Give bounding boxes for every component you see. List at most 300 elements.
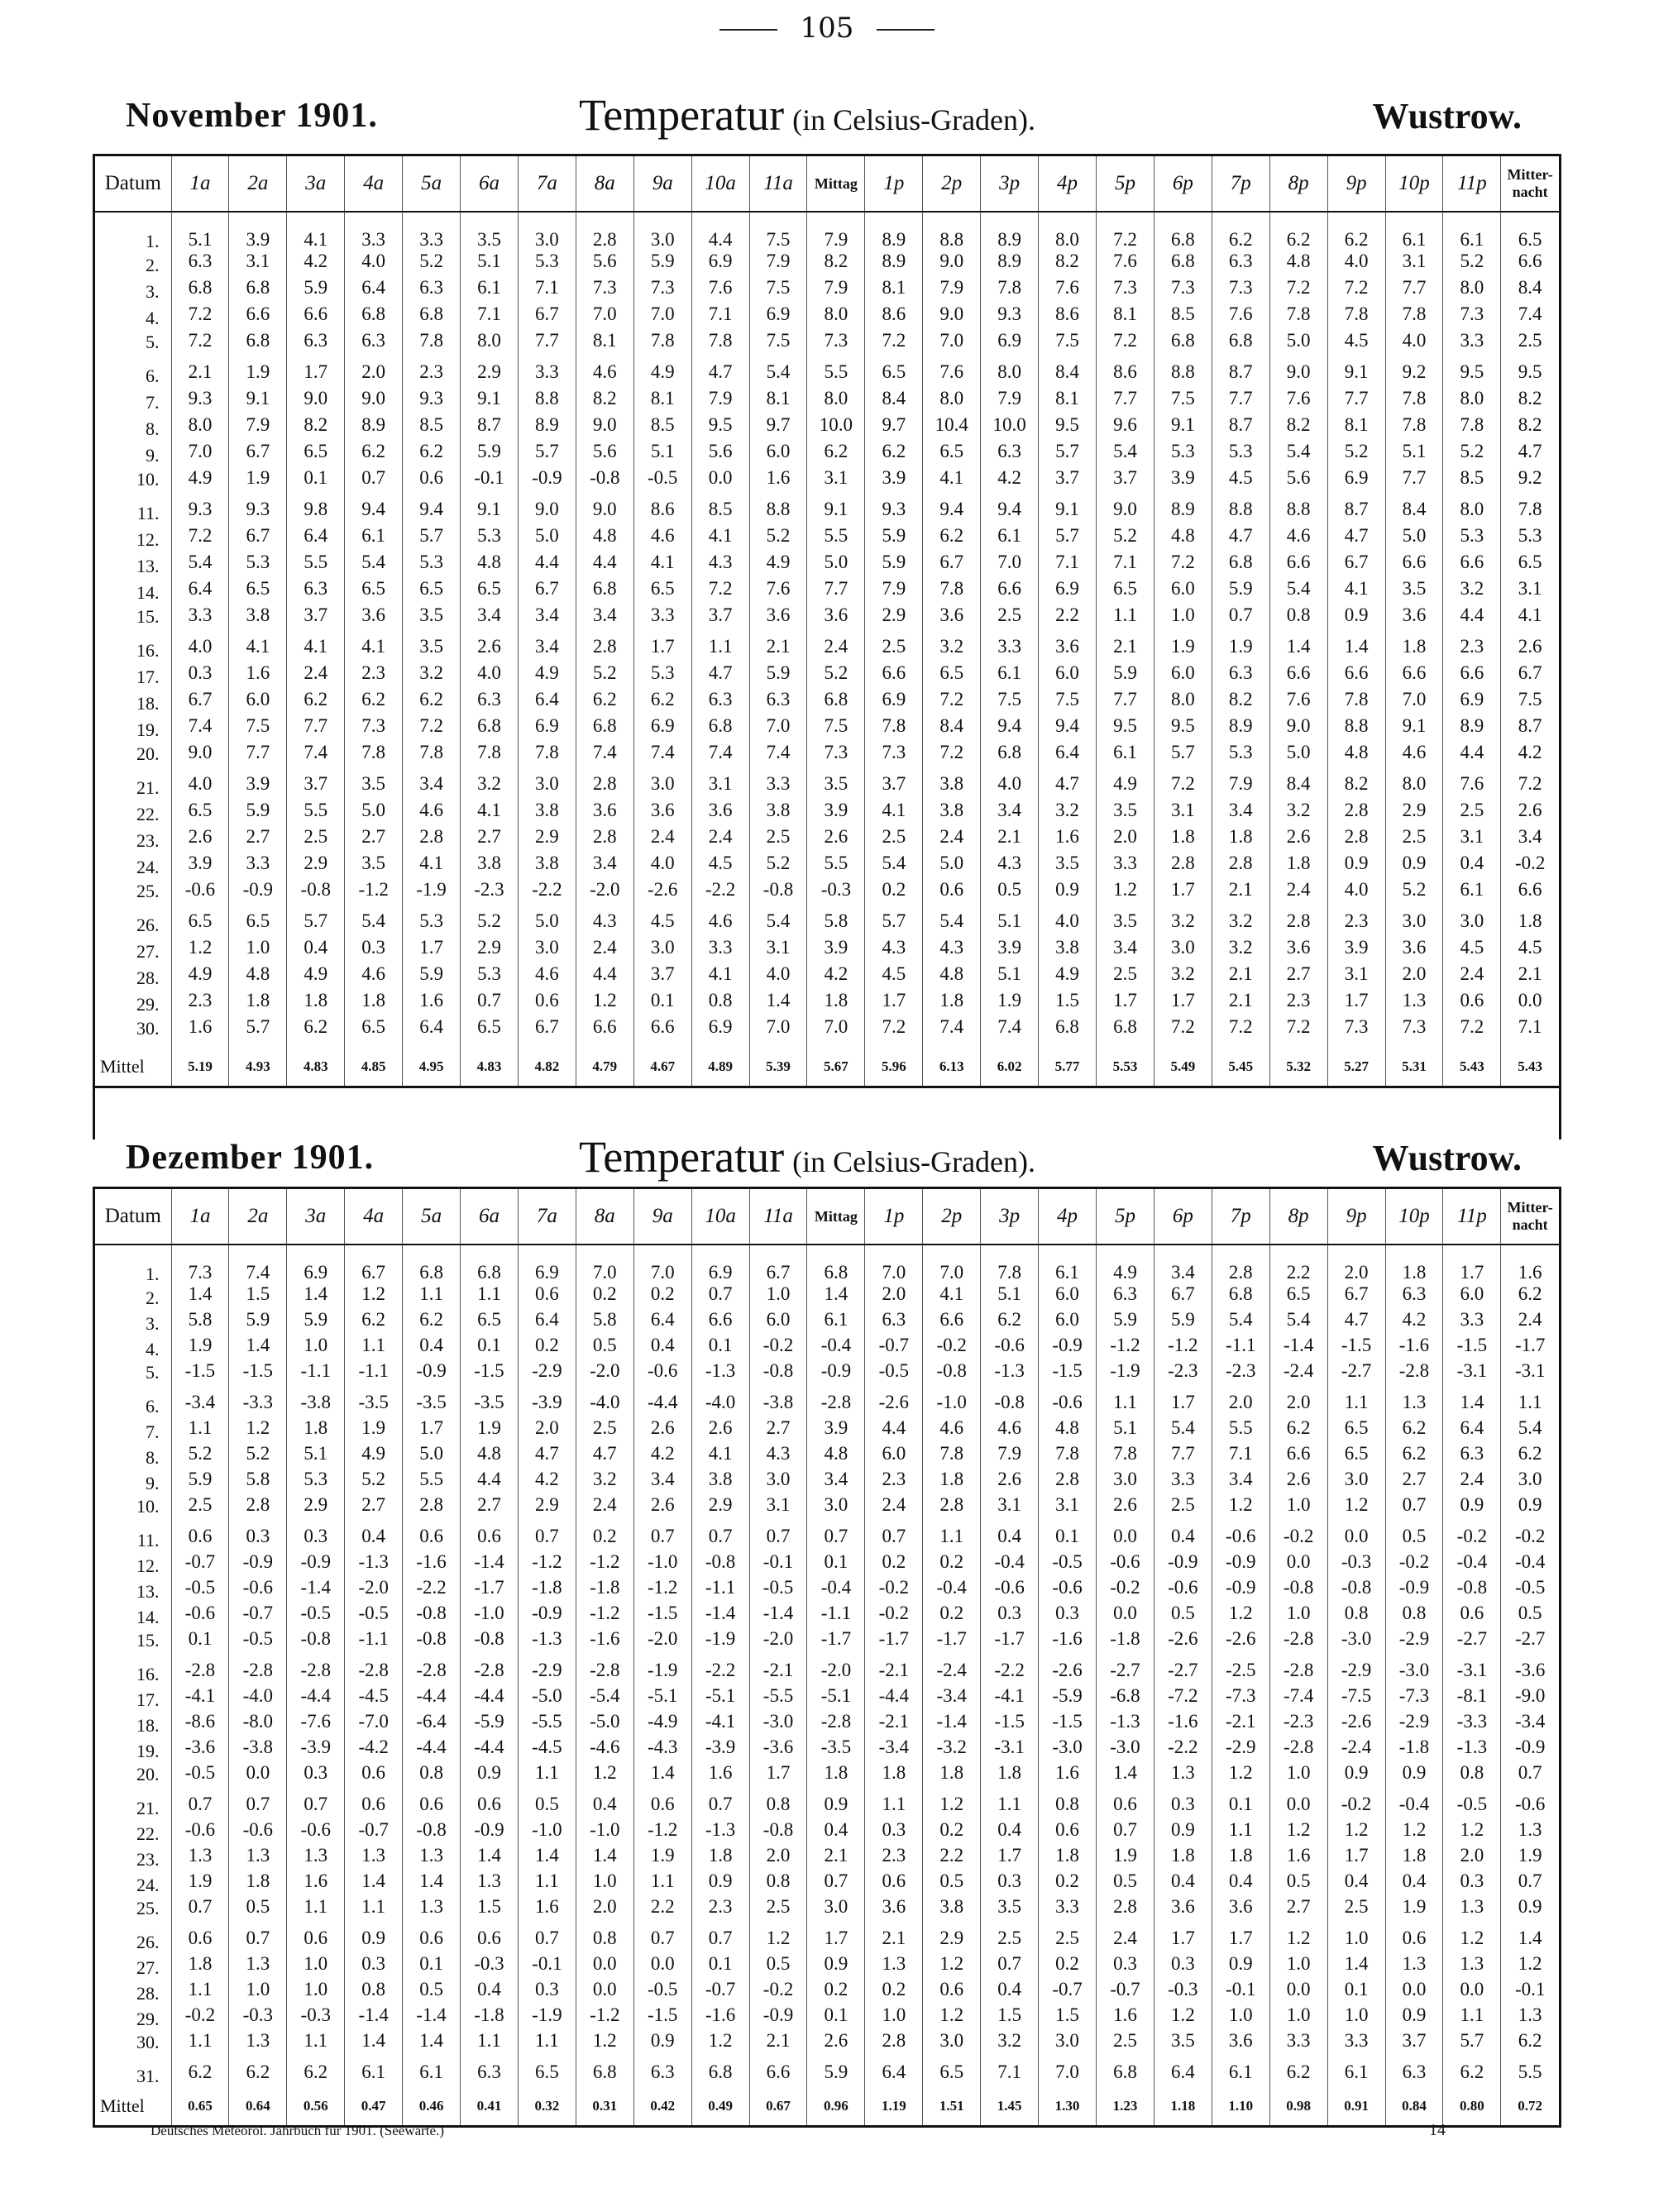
temperature-cell: 2.8 bbox=[576, 775, 633, 801]
table-row bbox=[95, 442, 1559, 469]
temperature-cell: 6.1 bbox=[981, 664, 1039, 690]
table-row bbox=[95, 1604, 1559, 1630]
temperature-cell: 7.7 bbox=[1097, 690, 1154, 717]
temperature-cell: 5.4 bbox=[749, 912, 807, 939]
hour-header: 4a bbox=[345, 1189, 403, 1245]
temperature-cell: 1.5 bbox=[461, 1898, 519, 1929]
temperature-cell: 9.0 bbox=[518, 500, 576, 527]
mean-label: Mittel bbox=[100, 2095, 145, 2116]
temperature-cell: 1.1 bbox=[461, 2032, 519, 2063]
hour-header: 3p bbox=[981, 1189, 1039, 1245]
temperature-cell: 6.8 bbox=[461, 717, 519, 743]
temperature-cell: -8.6 bbox=[171, 1713, 229, 1738]
temperature-cell: 0.5 bbox=[403, 1980, 461, 2006]
temperature-cell: 3.6 bbox=[1385, 606, 1443, 638]
temperature-cell: -1.2 bbox=[518, 1553, 576, 1579]
temperature-cell: 5.2 bbox=[576, 664, 633, 690]
temperature-cell: 7.4 bbox=[981, 1018, 1039, 1049]
hour-header: 6a bbox=[461, 156, 519, 212]
temperature-cell: -0.6 bbox=[633, 1362, 691, 1393]
temperature-cell: 0.6 bbox=[1385, 1929, 1443, 1955]
temperature-cell: 2.5 bbox=[287, 828, 345, 854]
day-label: 20. bbox=[136, 743, 160, 764]
temperature-cell: 7.2 bbox=[865, 332, 923, 363]
temperature-cell: 6.8 bbox=[1154, 212, 1212, 252]
temperature-cell: 2.8 bbox=[1327, 801, 1385, 828]
table-row bbox=[95, 416, 1559, 442]
temperature-cell: 3.8 bbox=[923, 1898, 981, 1929]
temperature-cell: 4.2 bbox=[1501, 743, 1559, 775]
temperature-cell: 3.8 bbox=[923, 775, 981, 801]
temperature-cell: 1.5 bbox=[1039, 2006, 1097, 2032]
temperature-cell: -2.0 bbox=[749, 1630, 807, 1661]
temperature-cell: -2.2 bbox=[1154, 1738, 1212, 1764]
temperature-cell: -1.5 bbox=[229, 1362, 287, 1393]
temperature-cell: 3.6 bbox=[1039, 638, 1097, 664]
temperature-cell: 6.4 bbox=[1154, 2063, 1212, 2089]
temperature-cell: 1.3 bbox=[461, 1872, 519, 1898]
temperature-cell: 1.8 bbox=[1269, 854, 1327, 881]
temperature-cell: -0.2 bbox=[1501, 1527, 1559, 1553]
temperature-cell: 2.5 bbox=[1154, 1496, 1212, 1527]
mean-cell: 5.31 bbox=[1385, 1049, 1443, 1086]
temperature-cell: 8.5 bbox=[403, 416, 461, 442]
temperature-cell: 0.7 bbox=[691, 1527, 749, 1553]
temperature-cell: 7.5 bbox=[807, 717, 865, 743]
mean-cell: 0.96 bbox=[807, 2089, 865, 2125]
temperature-cell: 3.9 bbox=[807, 801, 865, 828]
temperature-cell: 6.4 bbox=[403, 1018, 461, 1049]
hour-header: 2a bbox=[229, 1189, 287, 1245]
temperature-cell: 9.1 bbox=[807, 500, 865, 527]
temperature-cell: -0.6 bbox=[287, 1821, 345, 1847]
temperature-cell: 9.0 bbox=[576, 500, 633, 527]
temperature-cell: 0.9 bbox=[633, 2032, 691, 2063]
temperature-cell: 1.7 bbox=[1097, 991, 1154, 1018]
temperature-cell: 7.9 bbox=[229, 416, 287, 442]
table-row bbox=[95, 1980, 1559, 2006]
day-label: 10. bbox=[136, 1496, 160, 1517]
temperature-cell: 0.1 bbox=[807, 2006, 865, 2032]
temperature-cell: 2.1 bbox=[1212, 881, 1269, 912]
temperature-cell: 3.1 bbox=[1501, 580, 1559, 606]
temperature-cell: 1.2 bbox=[1097, 881, 1154, 912]
temperature-cell: -4.4 bbox=[403, 1687, 461, 1713]
temperature-cell: 6.4 bbox=[1039, 743, 1097, 775]
table-row bbox=[95, 1362, 1559, 1393]
temperature-cell: 6.5 bbox=[923, 442, 981, 469]
temperature-cell: 3.5 bbox=[1097, 912, 1154, 939]
temperature-cell: -0.1 bbox=[749, 1553, 807, 1579]
temperature-cell: 8.8 bbox=[1212, 500, 1269, 527]
temperature-cell: -2.1 bbox=[749, 1661, 807, 1687]
temperature-cell: 6.7 bbox=[1501, 664, 1559, 690]
hour-header: 11p bbox=[1443, 156, 1501, 212]
temperature-cell: -1.3 bbox=[518, 1630, 576, 1661]
temperature-cell: 1.8 bbox=[229, 1872, 287, 1898]
mean-cell: 4.93 bbox=[229, 1049, 287, 1086]
temperature-cell: 0.9 bbox=[1501, 1898, 1559, 1929]
temperature-cell: 7.8 bbox=[1097, 1445, 1154, 1470]
temperature-cell: -2.8 bbox=[1269, 1738, 1327, 1764]
temperature-cell: 3.9 bbox=[981, 939, 1039, 965]
mean-cell: 0.56 bbox=[287, 2089, 345, 2125]
temperature-cell: 5.5 bbox=[287, 553, 345, 580]
temperature-cell: 7.7 bbox=[1385, 279, 1443, 305]
temperature-cell: 6.4 bbox=[345, 279, 403, 305]
temperature-cell: 1.7 bbox=[1154, 1393, 1212, 1419]
temperature-cell: 2.4 bbox=[633, 828, 691, 854]
temperature-cell: 0.4 bbox=[1385, 1872, 1443, 1898]
temperature-cell: 6.0 bbox=[749, 442, 807, 469]
temperature-cell: 3.0 bbox=[1385, 912, 1443, 939]
temperature-cell: 6.3 bbox=[403, 279, 461, 305]
temperature-cell: 4.6 bbox=[1269, 527, 1327, 553]
temperature-cell: -3.0 bbox=[1097, 1738, 1154, 1764]
temperature-cell: 0.2 bbox=[865, 1980, 923, 2006]
temperature-cell: 8.0 bbox=[171, 416, 229, 442]
temperature-cell: 2.3 bbox=[171, 991, 229, 1018]
temperature-cell: 6.0 bbox=[229, 690, 287, 717]
temperature-cell: -3.6 bbox=[749, 1738, 807, 1764]
temperature-cell: -2.8 bbox=[807, 1713, 865, 1738]
temperature-cell: 7.3 bbox=[1327, 1018, 1385, 1049]
temperature-cell: 3.3 bbox=[403, 212, 461, 252]
temperature-cell: 4.3 bbox=[576, 912, 633, 939]
table-row bbox=[95, 1393, 1559, 1419]
temperature-cell: 7.4 bbox=[923, 1018, 981, 1049]
temperature-cell: 7.1 bbox=[981, 2063, 1039, 2089]
temperature-cell: 7.0 bbox=[633, 305, 691, 332]
temperature-cell: 6.9 bbox=[1039, 580, 1097, 606]
temperature-cell: 0.8 bbox=[749, 1795, 807, 1821]
temperature-cell: 6.0 bbox=[1154, 580, 1212, 606]
temperature-cell: -4.4 bbox=[461, 1687, 519, 1713]
temperature-cell: 4.7 bbox=[691, 363, 749, 389]
hour-header: Mittag bbox=[807, 156, 865, 212]
temperature-cell: 0.8 bbox=[403, 1764, 461, 1795]
temperature-cell: 4.1 bbox=[1501, 606, 1559, 638]
temperature-cell: 4.1 bbox=[633, 553, 691, 580]
temperature-cell: -1.1 bbox=[691, 1579, 749, 1604]
mean-cell: 1.23 bbox=[1097, 2089, 1154, 2125]
temperature-cell: 5.5 bbox=[807, 854, 865, 881]
temperature-cell: 8.0 bbox=[807, 305, 865, 332]
temperature-cell: 1.6 bbox=[1039, 828, 1097, 854]
mean-cell: 0.72 bbox=[1501, 2089, 1559, 2125]
temperature-cell: 1.4 bbox=[1097, 1764, 1154, 1795]
temperature-cell: 2.9 bbox=[461, 363, 519, 389]
day-label: 26. bbox=[136, 1931, 160, 1952]
temperature-cell: 5.2 bbox=[1443, 442, 1501, 469]
temperature-cell: 4.7 bbox=[1327, 527, 1385, 553]
temperature-cell: 0.4 bbox=[633, 1336, 691, 1362]
day-label: 19. bbox=[136, 719, 160, 740]
temperature-cell: 7.7 bbox=[1327, 389, 1385, 416]
temperature-cell: 1.7 bbox=[981, 1847, 1039, 1872]
temperature-cell: 3.1 bbox=[749, 939, 807, 965]
temperature-cell: 0.5 bbox=[749, 1955, 807, 1980]
temperature-cell: -0.3 bbox=[461, 1955, 519, 1980]
temperature-cell: 2.1 bbox=[1212, 965, 1269, 991]
temperature-cell: 5.1 bbox=[1385, 442, 1443, 469]
temperature-cell: 6.7 bbox=[1327, 553, 1385, 580]
temperature-cell: 5.2 bbox=[1443, 252, 1501, 279]
page-number bbox=[0, 12, 1654, 45]
temperature-cell: 0.4 bbox=[807, 1821, 865, 1847]
temperature-cell: 6.8 bbox=[807, 1245, 865, 1285]
temperature-cell: 7.5 bbox=[749, 332, 807, 363]
temperature-cell: 6.7 bbox=[345, 1245, 403, 1285]
temperature-cell: -0.8 bbox=[749, 881, 807, 912]
temperature-cell: 4.5 bbox=[691, 854, 749, 881]
temperature-cell: 7.1 bbox=[461, 305, 519, 332]
temperature-cell: 3.5 bbox=[461, 212, 519, 252]
temperature-cell: -2.2 bbox=[691, 881, 749, 912]
temperature-cell: 0.6 bbox=[518, 1285, 576, 1311]
mean-cell: 0.31 bbox=[576, 2089, 633, 2125]
temperature-cell: -0.2 bbox=[171, 2006, 229, 2032]
temperature-cell: 2.8 bbox=[865, 2032, 923, 2063]
temperature-cell: -4.1 bbox=[981, 1687, 1039, 1713]
temperature-cell: 4.6 bbox=[1385, 743, 1443, 775]
temperature-cell: -1.0 bbox=[576, 1821, 633, 1847]
temperature-cell: 8.9 bbox=[518, 416, 576, 442]
temperature-cell: 6.2 bbox=[633, 690, 691, 717]
temperature-cell: -4.4 bbox=[865, 1687, 923, 1713]
temperature-cell: -2.8 bbox=[403, 1661, 461, 1687]
temperature-cell: 2.9 bbox=[518, 1496, 576, 1527]
temperature-cell: 0.8 bbox=[1039, 1795, 1097, 1821]
temperature-cell: 6.3 bbox=[1385, 2063, 1443, 2089]
temperature-cell: 1.8 bbox=[287, 991, 345, 1018]
temperature-cell: 3.0 bbox=[923, 2032, 981, 2063]
temperature-cell: 4.7 bbox=[1501, 442, 1559, 469]
temperature-cell: 4.0 bbox=[1385, 332, 1443, 363]
temperature-cell: -2.7 bbox=[1097, 1661, 1154, 1687]
temperature-cell: -2.9 bbox=[1385, 1630, 1443, 1661]
temperature-cell: 6.8 bbox=[576, 2063, 633, 2089]
temperature-cell: 1.9 bbox=[633, 1847, 691, 1872]
temperature-cell: 7.7 bbox=[518, 332, 576, 363]
temperature-cell: 0.0 bbox=[1097, 1604, 1154, 1630]
table-row bbox=[95, 1738, 1559, 1764]
day-label: 16. bbox=[136, 640, 160, 661]
day-label: 2. bbox=[146, 1287, 160, 1308]
temperature-cell: 2.6 bbox=[1501, 801, 1559, 828]
temperature-cell: 1.9 bbox=[171, 1336, 229, 1362]
temperature-cell: 6.6 bbox=[1327, 664, 1385, 690]
dezember-station: Wustrow. bbox=[1372, 1138, 1522, 1178]
temperature-cell: 2.1 bbox=[749, 638, 807, 664]
temperature-cell: 6.9 bbox=[749, 305, 807, 332]
temperature-cell: -1.3 bbox=[1443, 1738, 1501, 1764]
table-row bbox=[95, 801, 1559, 828]
temperature-cell: 4.5 bbox=[633, 912, 691, 939]
temperature-cell: 2.5 bbox=[981, 606, 1039, 638]
temperature-cell: 3.7 bbox=[287, 775, 345, 801]
temperature-cell: 1.4 bbox=[633, 1764, 691, 1795]
temperature-cell: -4.0 bbox=[691, 1393, 749, 1419]
temperature-cell: 6.1 bbox=[403, 2063, 461, 2089]
day-label: 24. bbox=[136, 1874, 160, 1895]
temperature-cell: 1.3 bbox=[1385, 1955, 1443, 1980]
temperature-cell: 6.7 bbox=[518, 305, 576, 332]
temperature-cell: 0.7 bbox=[691, 1929, 749, 1955]
temperature-cell: 6.3 bbox=[461, 690, 519, 717]
temperature-cell: 6.9 bbox=[633, 717, 691, 743]
temperature-cell: 5.2 bbox=[345, 1470, 403, 1496]
hour-header: 2p bbox=[923, 1189, 981, 1245]
temperature-cell: 5.4 bbox=[1269, 442, 1327, 469]
temperature-cell: 6.9 bbox=[865, 690, 923, 717]
temperature-cell: -0.8 bbox=[576, 469, 633, 500]
temperature-cell: -0.5 bbox=[633, 1980, 691, 2006]
temperature-cell: 3.0 bbox=[807, 1898, 865, 1929]
day-label: 19. bbox=[136, 1740, 160, 1761]
temperature-cell: 5.2 bbox=[807, 664, 865, 690]
temperature-cell: 6.2 bbox=[1385, 1419, 1443, 1445]
temperature-cell: 5.2 bbox=[1097, 527, 1154, 553]
temperature-cell: 4.0 bbox=[345, 252, 403, 279]
temperature-cell: 5.9 bbox=[807, 2063, 865, 2089]
temperature-cell: -5.5 bbox=[518, 1713, 576, 1738]
temperature-cell: 0.4 bbox=[1154, 1527, 1212, 1553]
temperature-cell: 1.0 bbox=[287, 1336, 345, 1362]
day-label: 8. bbox=[146, 1446, 160, 1468]
temperature-cell: 1.9 bbox=[229, 469, 287, 500]
day-label: 23. bbox=[136, 1848, 160, 1870]
temperature-cell: -1.1 bbox=[807, 1604, 865, 1630]
temperature-cell: 5.1 bbox=[633, 442, 691, 469]
temperature-cell: 5.4 bbox=[865, 854, 923, 881]
temperature-cell: 8.7 bbox=[1501, 717, 1559, 743]
temperature-cell: -0.9 bbox=[1212, 1553, 1269, 1579]
temperature-cell: -2.2 bbox=[981, 1661, 1039, 1687]
day-label: 21. bbox=[136, 777, 160, 798]
day-label: 22. bbox=[136, 1823, 160, 1844]
temperature-cell: 0.2 bbox=[923, 1821, 981, 1847]
november-subtitle: (in Celsius-Graden). bbox=[792, 103, 1036, 136]
temperature-cell: 0.0 bbox=[1385, 1980, 1443, 2006]
temperature-cell: 6.2 bbox=[403, 1311, 461, 1336]
temperature-cell: 1.8 bbox=[923, 1764, 981, 1795]
mean-cell: 1.18 bbox=[1154, 2089, 1212, 2125]
temperature-cell: -2.1 bbox=[1212, 1713, 1269, 1738]
temperature-cell: 9.4 bbox=[981, 717, 1039, 743]
temperature-cell: 6.8 bbox=[171, 279, 229, 305]
temperature-cell: 2.3 bbox=[1327, 912, 1385, 939]
mean-cell: 6.02 bbox=[981, 1049, 1039, 1086]
day-label: 10. bbox=[136, 469, 160, 490]
mean-cell: 5.19 bbox=[171, 1049, 229, 1086]
temperature-cell: 8.2 bbox=[1269, 416, 1327, 442]
temperature-cell: 6.3 bbox=[865, 1311, 923, 1336]
day-label: 14. bbox=[136, 1606, 160, 1627]
temperature-cell: 5.7 bbox=[287, 912, 345, 939]
temperature-cell: 2.7 bbox=[1269, 1898, 1327, 1929]
temperature-cell: 0.3 bbox=[287, 1764, 345, 1795]
temperature-cell: 3.4 bbox=[1154, 1245, 1212, 1285]
november-title bbox=[579, 89, 1035, 141]
temperature-cell: 3.0 bbox=[633, 212, 691, 252]
temperature-cell: 2.8 bbox=[1154, 854, 1212, 881]
temperature-cell: 1.8 bbox=[1385, 1245, 1443, 1285]
temperature-cell: 1.1 bbox=[171, 2032, 229, 2063]
temperature-cell: -0.4 bbox=[807, 1579, 865, 1604]
temperature-cell: -0.8 bbox=[749, 1362, 807, 1393]
temperature-cell: 6.3 bbox=[1212, 252, 1269, 279]
temperature-cell: 1.3 bbox=[171, 1847, 229, 1872]
temperature-cell: -0.7 bbox=[1039, 1980, 1097, 2006]
temperature-cell: 0.6 bbox=[345, 1764, 403, 1795]
temperature-cell: -0.5 bbox=[171, 1579, 229, 1604]
temperature-cell: 4.1 bbox=[461, 801, 519, 828]
temperature-cell: 3.0 bbox=[518, 212, 576, 252]
table-row bbox=[95, 690, 1559, 717]
temperature-cell: 3.3 bbox=[1443, 332, 1501, 363]
day-label: 12. bbox=[136, 1555, 160, 1576]
temperature-cell: -3.4 bbox=[865, 1738, 923, 1764]
temperature-cell: 2.8 bbox=[576, 212, 633, 252]
temperature-cell: -0.5 bbox=[633, 469, 691, 500]
temperature-cell: -1.5 bbox=[461, 1362, 519, 1393]
temperature-cell: -0.5 bbox=[171, 1764, 229, 1795]
temperature-cell: 0.8 bbox=[691, 991, 749, 1018]
temperature-cell: 3.5 bbox=[345, 775, 403, 801]
temperature-cell: 9.3 bbox=[229, 500, 287, 527]
temperature-cell: 2.4 bbox=[807, 638, 865, 664]
temperature-cell: 1.8 bbox=[171, 1955, 229, 1980]
temperature-cell: 8.2 bbox=[1327, 775, 1385, 801]
mean-cell: 0.46 bbox=[403, 2089, 461, 2125]
temperature-cell: 6.8 bbox=[403, 1245, 461, 1285]
table-row bbox=[95, 965, 1559, 991]
day-label: 9. bbox=[146, 445, 160, 466]
temperature-cell: 3.2 bbox=[981, 2032, 1039, 2063]
temperature-cell: 6.9 bbox=[1327, 469, 1385, 500]
temperature-cell: -0.1 bbox=[518, 1955, 576, 1980]
temperature-cell: 1.6 bbox=[691, 1764, 749, 1795]
temperature-cell: -0.9 bbox=[403, 1362, 461, 1393]
temperature-cell: 0.4 bbox=[981, 1821, 1039, 1847]
temperature-cell: 1.8 bbox=[229, 991, 287, 1018]
temperature-cell: 2.8 bbox=[1097, 1898, 1154, 1929]
temperature-cell: 0.8 bbox=[576, 1929, 633, 1955]
temperature-cell: 6.2 bbox=[1501, 2032, 1559, 2063]
temperature-cell: 0.2 bbox=[576, 1285, 633, 1311]
temperature-cell: 6.1 bbox=[1385, 212, 1443, 252]
temperature-cell: 5.3 bbox=[518, 252, 576, 279]
hour-header: 2p bbox=[923, 156, 981, 212]
temperature-cell: 6.2 bbox=[1385, 1445, 1443, 1470]
temperature-cell: 6.9 bbox=[691, 252, 749, 279]
temperature-cell: 1.7 bbox=[1327, 1847, 1385, 1872]
day-label: 17. bbox=[136, 1689, 160, 1710]
temperature-cell: 1.0 bbox=[229, 939, 287, 965]
temperature-cell: 0.4 bbox=[981, 1980, 1039, 2006]
temperature-cell: 7.8 bbox=[633, 332, 691, 363]
temperature-cell: 2.6 bbox=[807, 2032, 865, 2063]
temperature-cell: 4.3 bbox=[691, 553, 749, 580]
temperature-cell: 0.7 bbox=[691, 1795, 749, 1821]
temperature-cell: 3.6 bbox=[691, 801, 749, 828]
temperature-cell: 4.9 bbox=[171, 469, 229, 500]
temperature-cell: 0.0 bbox=[1269, 1980, 1327, 2006]
november-title-text: Temperatur bbox=[579, 90, 785, 140]
temperature-cell: -0.8 bbox=[1269, 1579, 1327, 1604]
table-row bbox=[95, 1764, 1559, 1795]
